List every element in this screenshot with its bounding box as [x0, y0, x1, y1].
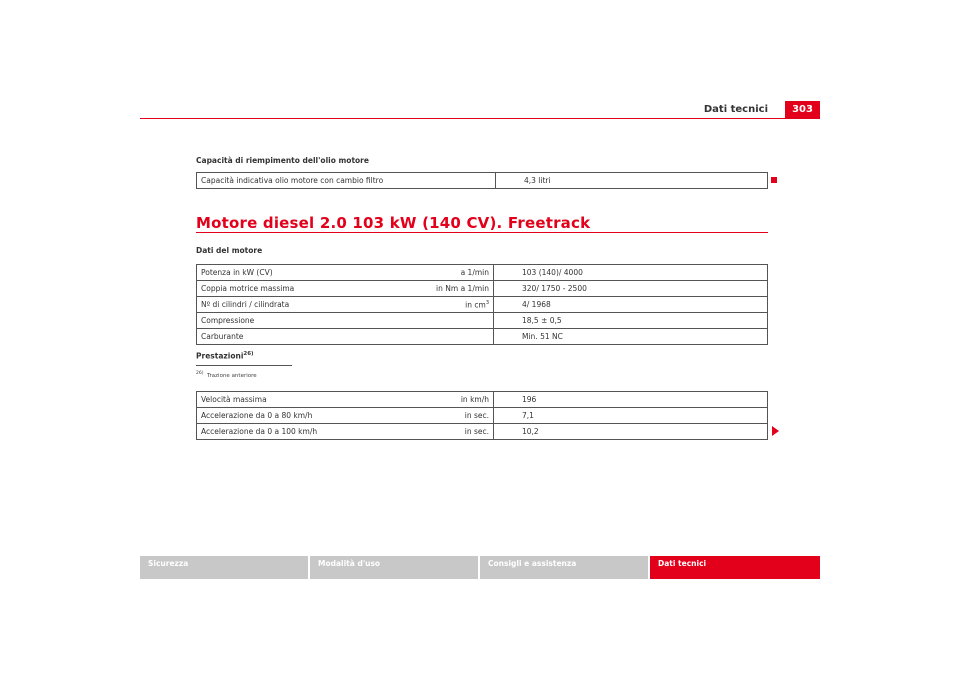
- spec-label: Compressione: [197, 313, 406, 329]
- spec-value: 4/ 1968: [494, 297, 768, 313]
- nav-tab-sicurezza[interactable]: Sicurezza: [140, 556, 308, 579]
- spec-label: Accelerazione da 0 a 100 km/h: [197, 424, 406, 440]
- page-number: 303: [785, 101, 820, 118]
- spec-value: 18,5 ± 0,5: [494, 313, 768, 329]
- table-row: [197, 281, 768, 297]
- spec-unit: [405, 329, 494, 345]
- table-row: [197, 329, 768, 345]
- spec-value: 320/ 1750 - 2500: [494, 281, 768, 297]
- spec-unit: [405, 297, 494, 313]
- spec-value: 10,2: [494, 424, 768, 440]
- section-title: Motore diesel 2.0 103 kW (140 CV). Freetrack: [196, 214, 591, 232]
- engine-data-heading: Dati del motore: [196, 246, 263, 255]
- table-row: [197, 424, 768, 440]
- spec-unit: in sec.: [405, 408, 494, 424]
- continue-arrow-icon: [772, 426, 779, 436]
- spec-unit: a 1/min: [405, 265, 494, 281]
- nav-tab-modalita-uso[interactable]: Modalità d'uso: [310, 556, 478, 579]
- section-title-divider: [196, 232, 768, 233]
- spec-label: Nº di cilindri / cilindrata: [197, 297, 406, 313]
- footnote-mark: 26): [196, 371, 204, 376]
- spec-label: Accelerazione da 0 a 80 km/h: [197, 408, 406, 424]
- spec-unit-superscript: 3: [485, 299, 489, 306]
- spec-value: 103 (140)/ 4000: [494, 265, 768, 281]
- spec-unit: in km/h: [405, 392, 494, 408]
- footnote-divider: [196, 365, 292, 366]
- spec-label: Coppia motrice massima: [197, 281, 406, 297]
- table-row: [197, 173, 768, 189]
- spec-label: Potenza in kW (CV): [197, 265, 406, 281]
- spec-value: 7,1: [494, 408, 768, 424]
- page-header-title: Dati tecnici: [703, 104, 768, 115]
- table-row: [197, 265, 768, 281]
- nav-tab-dati-tecnici[interactable]: Dati tecnici: [650, 556, 820, 579]
- performance-heading: [196, 351, 254, 361]
- table-row: [197, 313, 768, 329]
- table-row: [197, 408, 768, 424]
- oil-capacity-label: Capacità indicativa olio motore con cambio filtro: [197, 173, 496, 189]
- spec-unit: in Nm a 1/min: [405, 281, 494, 297]
- performance-table: [196, 391, 768, 440]
- spec-unit-text: in cm: [465, 300, 486, 310]
- nav-tab-consigli-assistenza[interactable]: Consigli e assistenza: [480, 556, 648, 579]
- oil-capacity-value: 4,3 litri: [496, 173, 768, 189]
- spec-value: Min. 51 NC: [494, 329, 768, 345]
- oil-capacity-heading: Capacità di riempimento dell'olio motore: [196, 156, 369, 165]
- table-row: [197, 297, 768, 313]
- oil-capacity-table: [196, 172, 768, 189]
- footnote-text: Trazione anteriore: [206, 372, 257, 379]
- header-divider: [140, 118, 820, 119]
- spec-unit: [405, 313, 494, 329]
- engine-data-table: [196, 264, 768, 345]
- table-row: [197, 392, 768, 408]
- footnote: [196, 371, 257, 379]
- spec-label: Velocità massima: [197, 392, 406, 408]
- performance-heading-text: Prestazioni: [196, 351, 244, 361]
- spec-unit: in sec.: [405, 424, 494, 440]
- spec-value: 196: [494, 392, 768, 408]
- section-end-marker-icon: [771, 177, 777, 183]
- spec-label: Carburante: [197, 329, 406, 345]
- footnote-reference: 26): [243, 351, 254, 357]
